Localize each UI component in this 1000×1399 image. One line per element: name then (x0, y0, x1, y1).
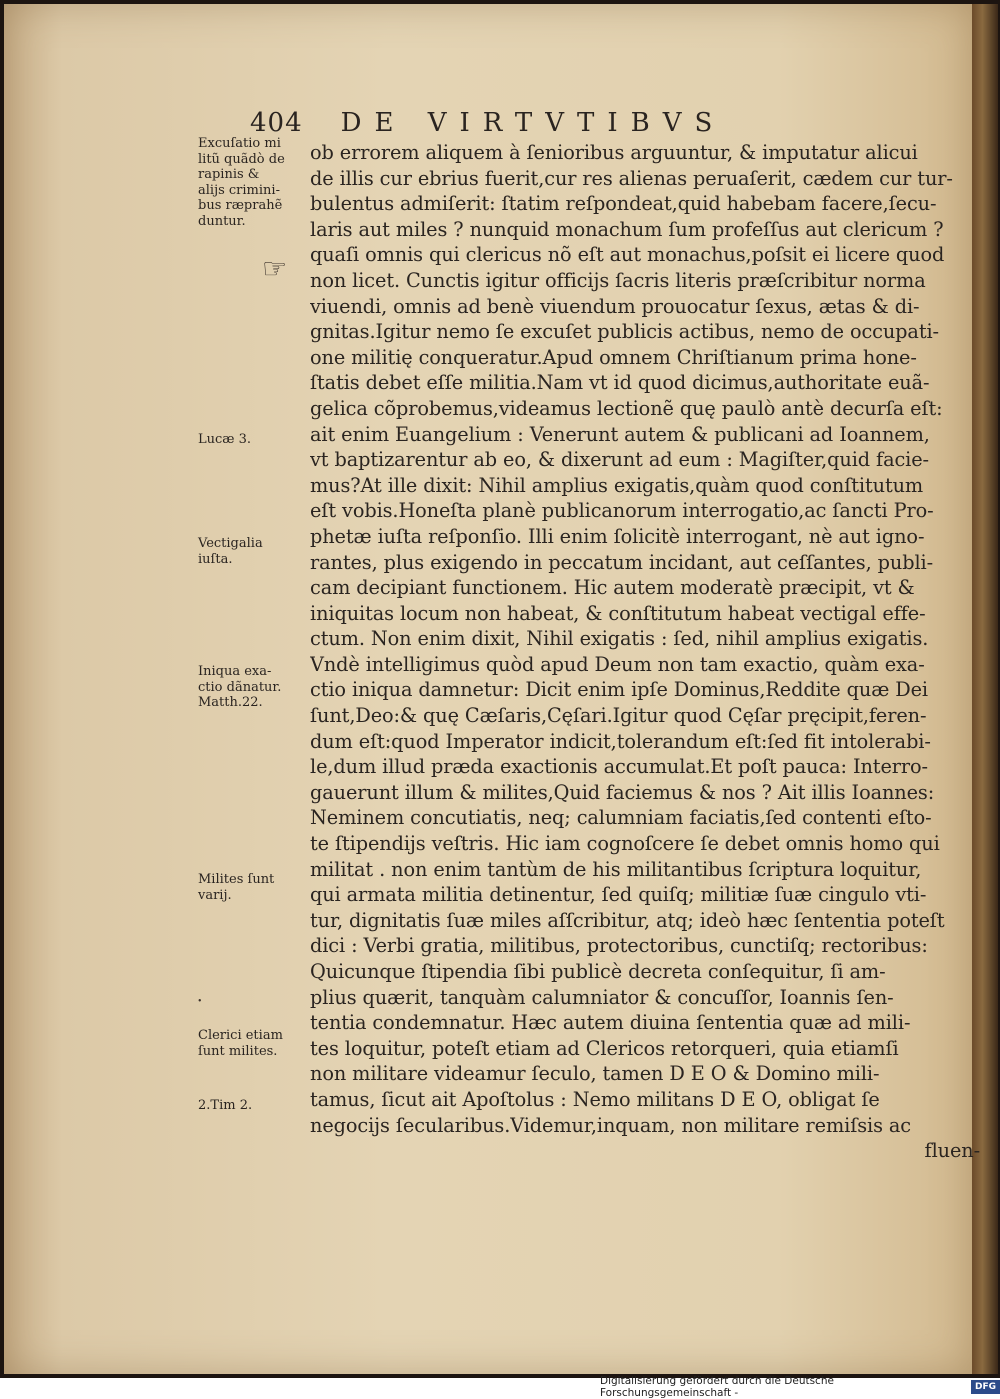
text-line: qui armata militia detinentur, ſed quiſq; militiæ ſuæ cingulo vti- (310, 883, 927, 907)
body-text (310, 140, 980, 1164)
margin-note-line: Matth.22. (198, 695, 263, 710)
margin-note-milites (198, 872, 274, 903)
running-title: DE VIRTVTIBVS (340, 108, 726, 138)
pointing-hand-icon: ☞ (262, 254, 288, 285)
text-line: phetæ iuſta reſponſio. Illi enim ſolicitè interrogant, nè aut igno- (310, 524, 925, 548)
margin-note-line: 2.Tim 2. (198, 1098, 253, 1113)
text-line: one militię conqueratur.Apud omnem Chriſtianum prima hone- (310, 345, 917, 369)
margin-note-line: Clerici etiam (198, 1028, 283, 1043)
running-head (250, 108, 850, 144)
text-line: non licet. Cunctis igitur officijs ſacris literis præſcribitur norma (310, 268, 926, 292)
margin-note-timotheus (198, 1098, 252, 1114)
text-line: Quicunque ſtipendia ſibi publicè decreta conſequitur, ſi am- (310, 960, 886, 983)
catchword: fluen- (924, 1139, 980, 1163)
text-line: rantes, plus exigendo in peccatum incidant, aut ceſſantes, publi- (310, 550, 933, 574)
margin-note-excusatio (198, 136, 285, 229)
text-line: bulentus admiſerit: ſtatim reſpondeat,quid habebam facere,ſecu- (310, 192, 937, 216)
margin-note-line: rapinis & (198, 167, 260, 182)
text-line: dici : Verbi gratia, militibus, protectoribus, cunctiſq; rectoribus: (310, 934, 928, 958)
text-line: quaſi omnis qui clericus nõ eſt aut monachus,poſsit ei licere quod (310, 243, 945, 267)
text-line: non militare videamur ſeculo, tamen D E O & Domino mili- (310, 1062, 880, 1086)
text-line: Neminem concutiatis, neq; calumniam faciatis,ſed contenti eſto- (310, 806, 932, 830)
margin-note-line: ſunt milites. (198, 1043, 278, 1059)
text-line: viuendi, omnis ad benè viuendum prouocatur ſexus, ætas & di- (310, 294, 920, 318)
margin-note-line: Milites ſunt (198, 872, 275, 887)
text-line: ctio iniqua damnetur: Dicit enim ipſe Dominus,Reddite quæ Dei (310, 678, 928, 702)
text-line: ctum. Non enim dixit, Nihil exigatis : ſed, nihil amplius exigatis. (310, 627, 929, 651)
margin-note-line: bus ræprahẽ (198, 198, 283, 213)
text-line: ait enim Euangelium : Venerunt autem & publicani ad Ioannem, (310, 422, 930, 446)
text-line: de illis cur ebrius fuerit,cur res alienas peruaſerit, cædem cur tur- (310, 166, 953, 190)
margin-note-line: litũ quãdò de (198, 151, 285, 167)
text-line: iniquitas locum non habeat, & conſtitutum habeat vectigal effe- (310, 601, 926, 625)
page-number: 404 (250, 108, 303, 138)
footer-text: Digitalisierung gefördert durch die Deutsche Forschungsgemeinschaft - (600, 1375, 834, 1399)
margin-dot-mark: • (198, 996, 202, 1007)
text-line: negocijs ſecularibus.Videmur,inquam, non militare remiſsis ac (310, 1113, 912, 1137)
text-line: ſunt,Deo:& quę Cæſaris,Cęſari.Igitur quod Cęſar pręcipit,feren- (310, 704, 927, 728)
text-line: laris aut miles ? nunquid monachum ſum profeſſus aut clericum ? (310, 217, 944, 241)
margin-note-iniqua (198, 664, 281, 711)
margin-note-line: Vectigalia (198, 536, 263, 551)
text-line: le,dum illud præda exactionis accumulat.Et poſt pauca: Interro- (310, 755, 928, 779)
margin-note-clerici (198, 1028, 283, 1059)
margin-note-line: Excuſatio mi (198, 136, 281, 151)
margin-note-line: varij. (198, 887, 232, 903)
text-line: tes loquitur, poteſt etiam ad Clericos retorqueri, quia etiamſi (310, 1036, 899, 1060)
margin-note-line: alijs crimini- (198, 182, 280, 198)
footer-credit (600, 1375, 1000, 1399)
margin-note-line: Iniqua exa- (198, 664, 272, 679)
text-line: dum eſt:quod Imperator indicit,tolerandum eſt:ſed fit intolerabi- (310, 729, 931, 753)
text-line: tentia condemnatur. Hæc autem diuina ſententia quæ ad mili- (310, 1011, 911, 1035)
margin-note-vectigalia (198, 536, 263, 567)
text-line: tamus, ſicut ait Apoſtolus : Nemo militans D E O, obligat ſe (310, 1087, 880, 1111)
text-line: plius quærit, tanquàm calumniator & concuſſor, Ioannis ſen- (310, 985, 894, 1009)
margin-note-line: ctio dãnatur. (198, 679, 282, 695)
margin-note-line: Lucæ 3. (198, 432, 252, 447)
text-line: te ſtipendijs veſtris. Hic iam cognoſcere ſe debet omnis homo qui (310, 832, 940, 856)
margin-note-lucae (198, 432, 251, 448)
text-line: gnitas.Igitur nemo ſe excuſet publicis actibus, nemo de occupati- (310, 320, 939, 344)
margin-note-line: iuſta. (198, 551, 233, 567)
text-line: tur, dignitatis ſuæ miles aſſcribitur, atq; ideò hæc ſententia poteſt (310, 908, 945, 932)
text-line: gelica cõprobemus,videamus lectionẽ quę paulò antè decurſa eſt: (310, 396, 943, 420)
text-line: cam decipiant functionem. Hic autem moderatè præcipit, vt & (310, 576, 915, 600)
text-line: militat . non enim tantùm de his militantibus ſcriptura loquitur, (310, 857, 922, 881)
text-line: gauerunt illum & milites,Quid faciemus & nos ? Ait illis Ioannes: (310, 780, 935, 804)
text-line: ſtatis debet eſſe militia.Nam vt id quod dicimus,authoritate euã- (310, 371, 930, 395)
text-line: mus?At ille dixit: Nihil amplius exigatis,quàm quod conſtitutum (310, 473, 924, 497)
text-line: ob errorem aliquem à ſenioribus arguuntur, & imputatur alicui (310, 141, 918, 164)
dfg-logo: DFG (971, 1380, 1000, 1394)
margin-note-line: duntur. (198, 213, 246, 229)
text-line: eſt vobis.Honeſta planè publicanorum interrogatio,ac ſancti Pro- (310, 499, 934, 523)
text-line: vt baptizarentur ab eo, & dixerunt ad eum : Magiſter,quid facie- (310, 448, 929, 472)
text-line: Vndè intelligimus quòd apud Deum non tam exactio, quàm exa- (310, 652, 925, 676)
